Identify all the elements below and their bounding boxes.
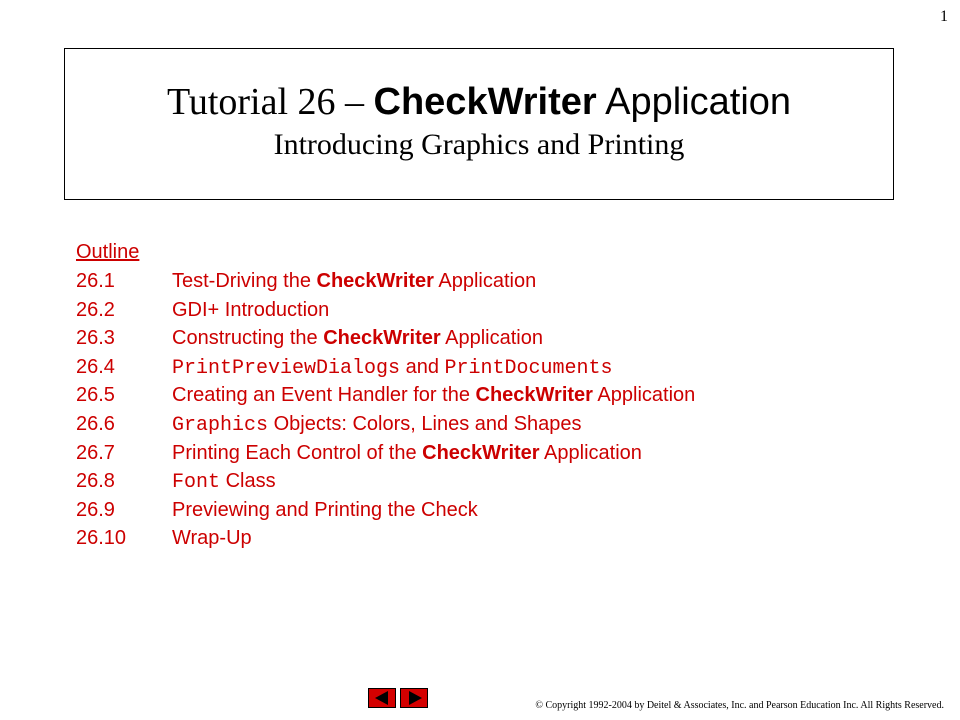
outline-item[interactable] (76, 467, 695, 496)
title-app-name: CheckWriter (373, 81, 597, 123)
next-slide-button[interactable] (400, 688, 428, 708)
outline-item[interactable] (76, 410, 695, 439)
outline-item-number: 26.2 (76, 298, 115, 321)
outline-item-text-part: CheckWriter (323, 327, 441, 350)
outline-item-number: 26.7 (76, 441, 115, 464)
outline-item-number: 26.3 (76, 327, 115, 350)
outline-item-text-part: Graphics (172, 413, 269, 437)
outline-item-text-part: Test-Driving the (172, 270, 317, 292)
outline-item[interactable] (76, 496, 695, 525)
outline-item-text-part: CheckWriter (475, 384, 593, 407)
outline-item-text-part: Objects: Colors, Lines and Shapes (268, 412, 582, 435)
outline-item-number: 26.5 (76, 384, 115, 407)
outline (76, 238, 695, 553)
outline-item-text-part: and (400, 355, 445, 378)
outline-item-text-part: Creating an Event Handler for the (172, 384, 476, 407)
outline-item[interactable] (76, 267, 695, 296)
title-suffix: Application (596, 81, 792, 123)
outline-item[interactable] (76, 524, 695, 553)
left-arrow-icon (375, 691, 388, 705)
outline-item-text-part: PrintPreviewDialogs (172, 356, 401, 380)
outline-item-text-part: Previewing and Printing the Check (172, 498, 478, 521)
outline-item-text-part: Application (440, 327, 543, 350)
outline-item-text (172, 296, 329, 325)
outline-item-text-part: PrintDocuments (444, 356, 613, 380)
outline-item-text-part: Constructing the (172, 327, 324, 350)
outline-item-number: 26.4 (76, 355, 115, 378)
outline-item-text (172, 353, 613, 382)
slide-subtitle: Introducing Graphics and Printing (273, 128, 685, 161)
outline-item-number: 26.9 (76, 498, 115, 521)
outline-item-text-part: Application (433, 270, 537, 292)
prev-slide-button[interactable] (368, 688, 396, 708)
outline-item-number: 26.8 (76, 470, 115, 493)
outline-item[interactable] (76, 296, 695, 325)
outline-item-text (172, 267, 536, 296)
outline-item-text-part: CheckWriter (422, 441, 540, 464)
title-box (64, 48, 894, 200)
outline-item-text-part: Font (172, 471, 221, 495)
right-arrow-icon (409, 691, 422, 705)
outline-item[interactable] (76, 353, 695, 382)
slide-title (65, 79, 893, 125)
outline-list (76, 267, 695, 553)
outline-item[interactable] (76, 381, 695, 410)
page-number: 1 (940, 8, 948, 25)
outline-item-text-part: Application (592, 384, 696, 407)
slide-navigation (368, 688, 428, 708)
outline-item-text (172, 324, 543, 353)
outline-item-text (172, 524, 252, 553)
outline-item-text (172, 410, 582, 439)
title-prefix: Tutorial 26 – (166, 81, 374, 123)
outline-item-text-part: Printing Each Control of the (172, 441, 423, 464)
outline-heading[interactable]: Outline (76, 241, 140, 263)
outline-item-text-part: CheckWriter (316, 270, 434, 292)
outline-item-text (172, 467, 276, 496)
outline-item[interactable] (76, 324, 695, 353)
outline-item-text (172, 439, 642, 468)
outline-item-text (172, 496, 478, 525)
outline-item-number: 26.10 (76, 527, 127, 550)
outline-item-text-part: Wrap-Up (172, 527, 252, 550)
outline-item-number: 26.6 (76, 412, 115, 435)
outline-item-text-part: GDI+ Introduction (172, 298, 330, 321)
outline-item[interactable] (76, 439, 695, 468)
outline-item-text (172, 381, 695, 410)
outline-item-text-part: Application (539, 441, 642, 464)
outline-item-text-part: Class (220, 470, 276, 493)
copyright-notice: © Copyright 1992-2004 by Deitel & Associates, Inc. and Pearson Education Inc. All Rights Reserved. (535, 700, 944, 711)
outline-item-number: 26.1 (76, 270, 115, 292)
